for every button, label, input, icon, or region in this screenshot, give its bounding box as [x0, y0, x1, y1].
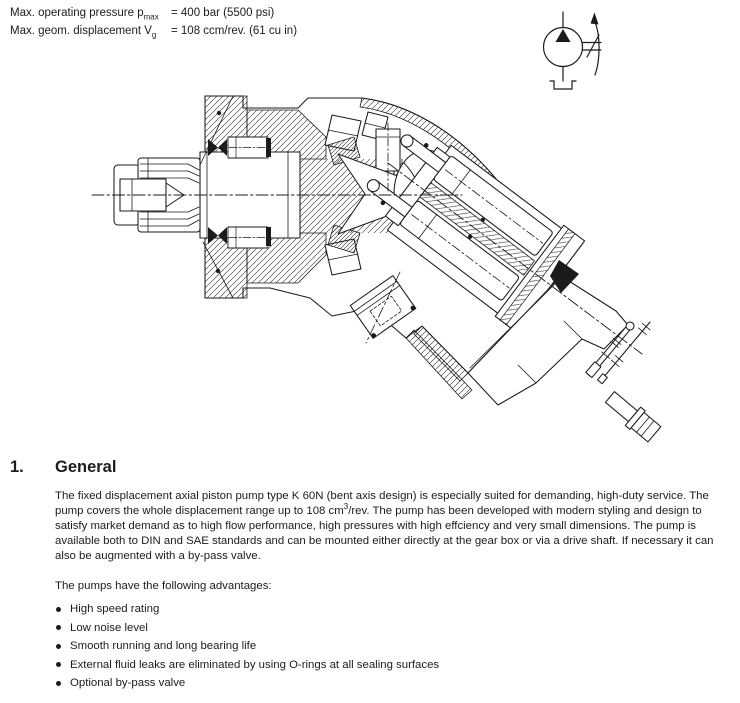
spec-row-pressure	[10, 7, 297, 25]
advantage-item: Optional by-pass valve	[55, 676, 733, 691]
advantage-item: High speed rating	[55, 602, 733, 617]
advantages-list	[55, 602, 733, 691]
section-title: General	[55, 458, 117, 476]
spec-displacement-value: = 108 ccm/rev. (61 cu in)	[171, 25, 298, 37]
spec-lines	[10, 7, 297, 43]
spec-pressure-label: Max. operating pressure p	[10, 7, 144, 19]
general-paragraph: The fixed displacement axial piston pump type K 60N (bent axis design) is especially suited for demanding, high-duty service. The pump covers the whole displacement range up to 108 $cm^3$/rev. The pump has been developed with modern styling and design to satisfy market demand as to high flow performance, high pressures with high effciency and very small dimensions. The pump is available both to DIN and SAE standards and can be mounted either directly at the gear box or via a drive shaft. If necessary it can also be augmented with a by-pass valve.	[55, 490, 714, 562]
section-body	[55, 489, 733, 695]
advantage-item: Smooth running and long bearing life	[55, 639, 733, 654]
section-number: 1.	[10, 458, 24, 476]
spec-displacement-label: Max. geom. displacement V	[10, 25, 152, 37]
spec-displacement-sub: g	[151, 30, 157, 40]
advantage-item: Low noise level	[55, 621, 733, 636]
pump-cross-section-drawing	[70, 75, 705, 457]
advantages-intro: The pumps have the following advantages:	[55, 580, 272, 592]
spec-pressure-value: = 400 bar (5500 psi)	[171, 7, 275, 19]
spec-row-displacement	[10, 25, 297, 43]
advantage-item: External fluid leaks are eliminated by using O-rings at all sealing surfaces	[55, 658, 733, 673]
spec-pressure-sub: max	[143, 12, 159, 22]
section-heading	[10, 458, 116, 477]
superscript-3: 3	[343, 502, 349, 512]
